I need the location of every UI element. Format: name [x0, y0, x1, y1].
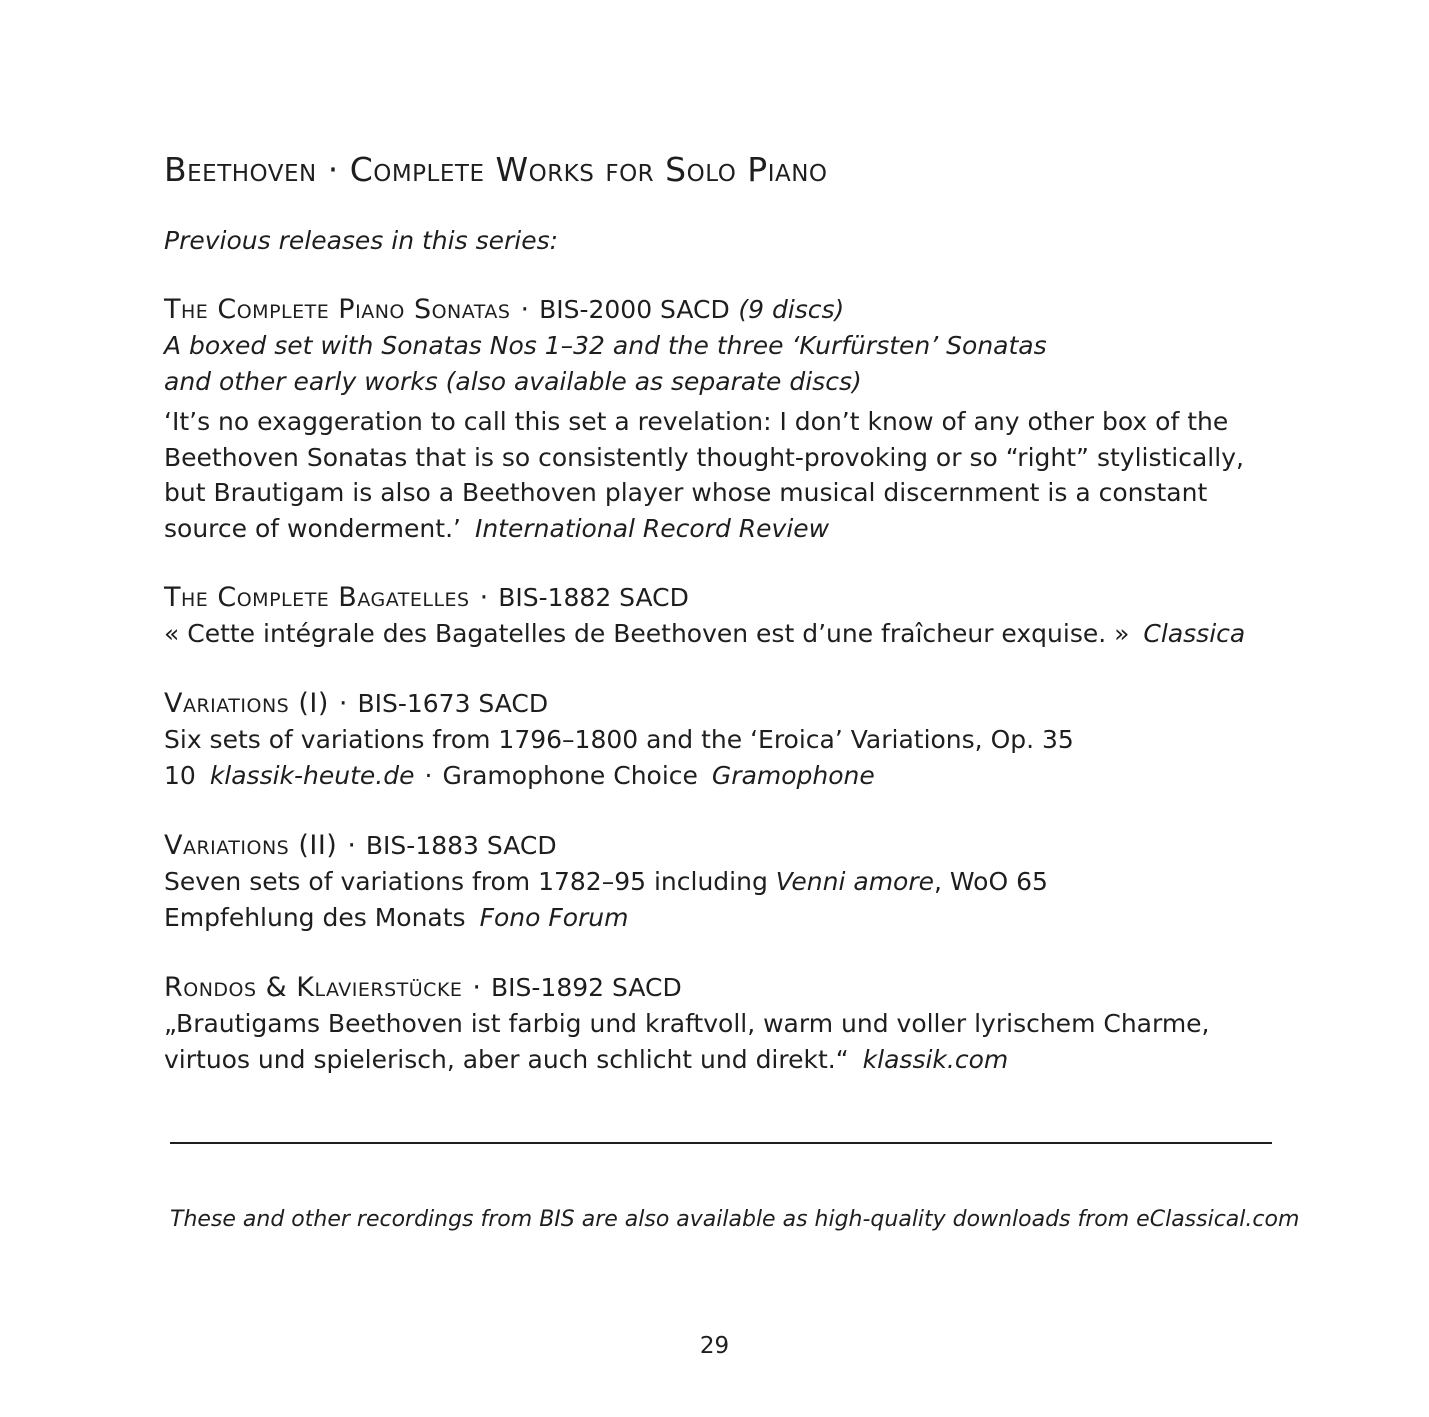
catalog-number: BIS-1883 SACD [365, 831, 557, 860]
release-description-line: A boxed set with Sonatas Nos 1–32 and the three ‘Kurfürsten’ Sonatas [164, 331, 1047, 360]
horizontal-divider [170, 1142, 1272, 1144]
release-heading [164, 828, 1274, 864]
page-number: 29 [699, 1333, 730, 1359]
release-name: Variations (II) [164, 830, 338, 861]
review-quote-line: „Brautigams Beethoven ist farbig und kraftvoll, warm und voller lyrischem Charme, [164, 1009, 1210, 1038]
award-label: Empfehlung des Monats [164, 902, 466, 932]
release-heading [164, 580, 1274, 616]
separator-dot: · [424, 760, 433, 790]
separator-dot: · [520, 294, 530, 325]
page-title: Beethoven · Complete Works for Solo Piano [164, 150, 828, 189]
release-name: Variations (I) [164, 688, 329, 719]
description-text: Seven sets of variations from 1782–95 including [164, 867, 776, 896]
release-name: The Complete Piano Sonatas [164, 294, 511, 325]
review-quote-line: « Cette intégrale des Bagatelles de Beethoven est d’une fraîcheur exquise. » [164, 619, 1130, 648]
review-quote-line: but Brautigam is also a Beethoven player whose musical discernment is a constant [164, 478, 1208, 507]
catalog-number: BIS-1892 SACD [491, 973, 682, 1002]
release-bagatelles [164, 580, 1274, 652]
separator-dot: · [347, 830, 356, 861]
release-name: Rondos & Klavierstücke [164, 972, 463, 1003]
separator-dot: · [472, 972, 482, 1003]
release-variations-2 [164, 828, 1274, 935]
catalog-number: BIS-1673 SACD [357, 689, 549, 718]
review-rating: 10 [164, 760, 196, 790]
release-heading [164, 970, 1274, 1006]
review-source: klassik.com [862, 1044, 1009, 1074]
description-text: , WoO 65 [934, 867, 1048, 896]
release-description-line: Six sets of variations from 1796–1800 and the ‘Eroica’ Variations, Op. 35 [164, 725, 1074, 754]
catalog-number: BIS-1882 SACD [498, 583, 689, 612]
intro-text: Previous releases in this series: [164, 226, 559, 255]
review-source: Gramophone [711, 760, 875, 790]
release-rondos [164, 970, 1274, 1077]
release-heading [164, 686, 1274, 722]
review-quote-line: ‘It’s no exaggeration to call this set a revelation: I don’t know of any other box of the [164, 407, 1229, 436]
review-source: International Record Review [474, 513, 830, 543]
catalog-number: BIS-2000 SACD [539, 295, 730, 324]
download-footnote: These and other recordings from BIS are also available as high-quality downloads from eClassical.com [170, 1207, 1300, 1232]
review-quote-line: source of wonderment.’ [164, 513, 461, 543]
release-description-line: and other early works (also available as separate discs) [164, 366, 862, 396]
disc-count: (9 discs) [738, 295, 845, 324]
release-heading [164, 292, 1274, 328]
award-label: Gramophone Choice [442, 760, 698, 790]
review-source: klassik-heute.de [209, 760, 415, 790]
review-quote-line: virtuos und spielerisch, aber auch schlicht und direkt.“ [164, 1044, 849, 1074]
work-title: Venni amore [775, 867, 935, 896]
review-source: Fono Forum [479, 902, 629, 932]
separator-dot: · [479, 582, 489, 613]
review-quote-line: Beethoven Sonatas that is so consistently thought-provoking or so “right” stylistically, [164, 442, 1244, 472]
release-name: The Complete Bagatelles [164, 582, 470, 613]
release-description-line [164, 864, 1274, 900]
review-source: Classica [1143, 619, 1246, 648]
release-variations-1 [164, 686, 1274, 793]
separator-dot: · [338, 688, 348, 719]
release-piano-sonatas [164, 292, 1274, 546]
